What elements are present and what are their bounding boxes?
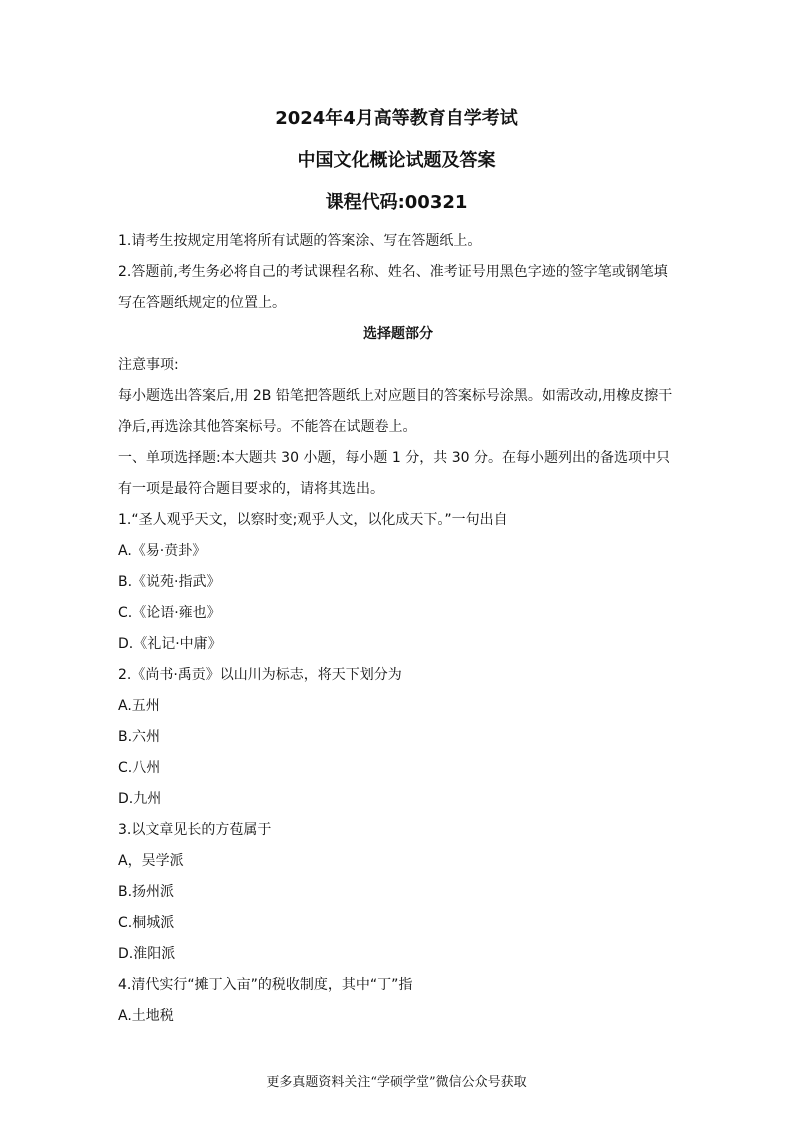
question-1-option-b: B.《说苑·指武》 — [118, 574, 221, 590]
question-3-option-c: C.桐城派 — [118, 915, 175, 931]
notice-label: 注意事项: — [118, 357, 179, 373]
question-3-option-d: D.淮阳派 — [118, 946, 176, 962]
question-2-option-d: D.九州 — [118, 791, 162, 807]
question-4-stem: 4.清代实行“摊丁入亩”的税收制度，其中“丁”指 — [118, 977, 413, 993]
question-3-option-a: A，吴学派 — [118, 853, 184, 869]
footer-note: 更多真题资料关注“学硕学堂”微信公众号获取 — [266, 1075, 527, 1090]
course-code: 课程代码:00321 — [325, 192, 468, 213]
question-1-stem: 1.“圣人观乎天文，以察时变;观乎人文，以化成天下。”一句出自 — [118, 512, 508, 528]
question-1-option-c: C.《论语·雍也》 — [118, 605, 221, 621]
notice-text: 每小题选出答案后,用 2B 铅笔把答题纸上对应题目的答案标号涂黑。如需改动,用橡皮擦干净后,再选涂其他答案标号。不能答在试题卷上。 — [118, 388, 673, 435]
question-2-option-a: A.五州 — [118, 698, 160, 714]
question-2-option-c: C.八州 — [118, 760, 161, 776]
question-3-option-b: B.扬州派 — [118, 884, 175, 900]
instruction-2: 2.答题前,考生务必将自己的考试课程名称、姓名、准考证号用黑色字迹的签字笔或钢笔填写在答题纸规定的位置上。 — [118, 264, 668, 311]
part-intro: 一、单项选择题:本大题共 30 小题，每小题 1 分，共 30 分。在每小题列出的备选项中只有一项是最符合题目要求的，请将其选出。 — [118, 450, 670, 497]
exam-title: 2024年4月高等教育自学考试 — [275, 108, 518, 129]
section-title: 选择题部分 — [363, 326, 433, 342]
question-1-option-d: D.《礼记·中庸》 — [118, 636, 222, 652]
instruction-1: 1.请考生按规定用笔将所有试题的答案涂、写在答题纸上。 — [118, 233, 482, 249]
question-3-stem: 3.以文章见长的方苞属于 — [118, 822, 272, 838]
exam-content — [118, 226, 678, 1032]
question-2-stem: 2.《尚书·禹贡》以山川为标志，将天下划分为 — [118, 667, 402, 683]
exam-subtitle: 中国文化概论试题及答案 — [297, 150, 496, 171]
question-4-option-a: A.土地税 — [118, 1008, 174, 1024]
question-1-option-a: A.《易·贲卦》 — [118, 543, 207, 559]
question-2-option-b: B.六州 — [118, 729, 161, 745]
